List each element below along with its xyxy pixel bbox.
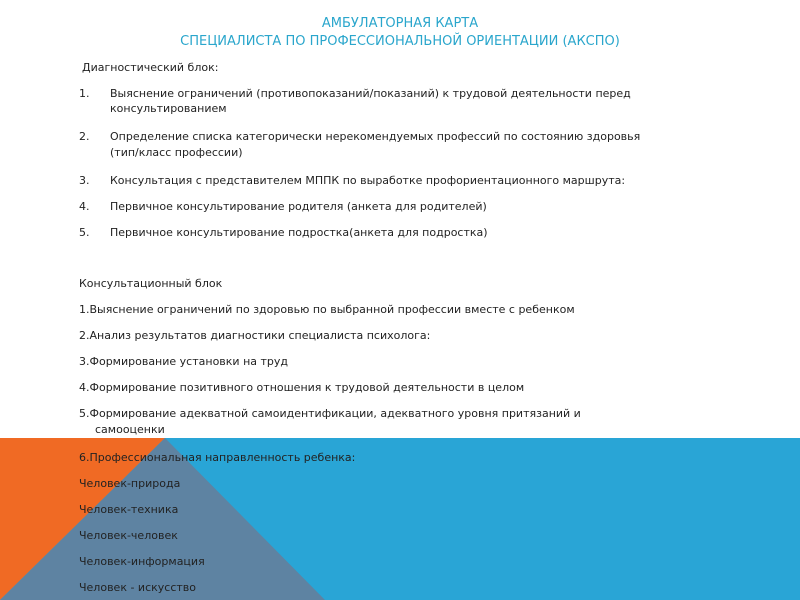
diagnostic-item-number: 1. [79, 87, 90, 100]
orientation-type: Человек-техника [79, 503, 179, 516]
diagnostic-item-text: Консультация с представителем МППК по выработке профориентационного маршрута: [110, 174, 626, 187]
consult-item: 2.Анализ результатов диагностики специалиста психолога: [79, 329, 431, 342]
diagnostic-item-number: 3. [79, 174, 90, 187]
orientation-type: Человек-природа [79, 477, 181, 490]
orientation-type: Человек-человек [79, 529, 178, 542]
consult-item: 5.Формирование адекватной самоидентификации, адекватного уровня притязаний и [79, 407, 581, 420]
orientation-type: Человек - искусство [79, 581, 196, 594]
diagnostic-heading: Диагностический блок: [82, 61, 219, 74]
diagnostic-item-number: 2. [79, 130, 90, 143]
diagnostic-item-text: Определение списка категорически нерекомендуемых профессий по состоянию здоровья [110, 130, 641, 143]
diagnostic-item-number: 5. [79, 226, 90, 239]
consult-heading: Консультационный блок [79, 277, 223, 290]
diagnostic-item-text: Выяснение ограничений (противопоказаний/показаний) к трудовой деятельности перед [110, 87, 631, 100]
consult-item-cont: самооценки [95, 423, 165, 436]
title-line-1: АМБУЛАТОРНАЯ КАРТА [321, 16, 479, 31]
consult-item: 3.Формирование установки на труд [79, 355, 288, 368]
diagnostic-item-text: Первичное консультирование подростка(анкета для подростка) [110, 226, 488, 239]
diagnostic-item-text: Первичное консультирование родителя (анкета для родителей) [110, 200, 487, 213]
diagnostic-item-text-cont: (тип/класс профессии) [110, 146, 243, 159]
consult-item: 4.Формирование позитивного отношения к трудовой деятельности в целом [79, 381, 525, 394]
consult-item: 6.Профессиональная направленность ребенка: [79, 451, 356, 464]
diagnostic-item-number: 4. [79, 200, 90, 213]
orientation-type: Человек-информация [79, 555, 205, 568]
consult-item: 1.Выяснение ограничений по здоровью по выбранной профессии вместе с ребенком [79, 303, 575, 316]
diagnostic-item-text-cont: консультированием [110, 102, 227, 115]
title-line-2: СПЕЦИАЛИСТА ПО ПРОФЕССИОНАЛЬНОЙ ОРИЕНТАЦИИ (АКСПО) [180, 34, 620, 49]
